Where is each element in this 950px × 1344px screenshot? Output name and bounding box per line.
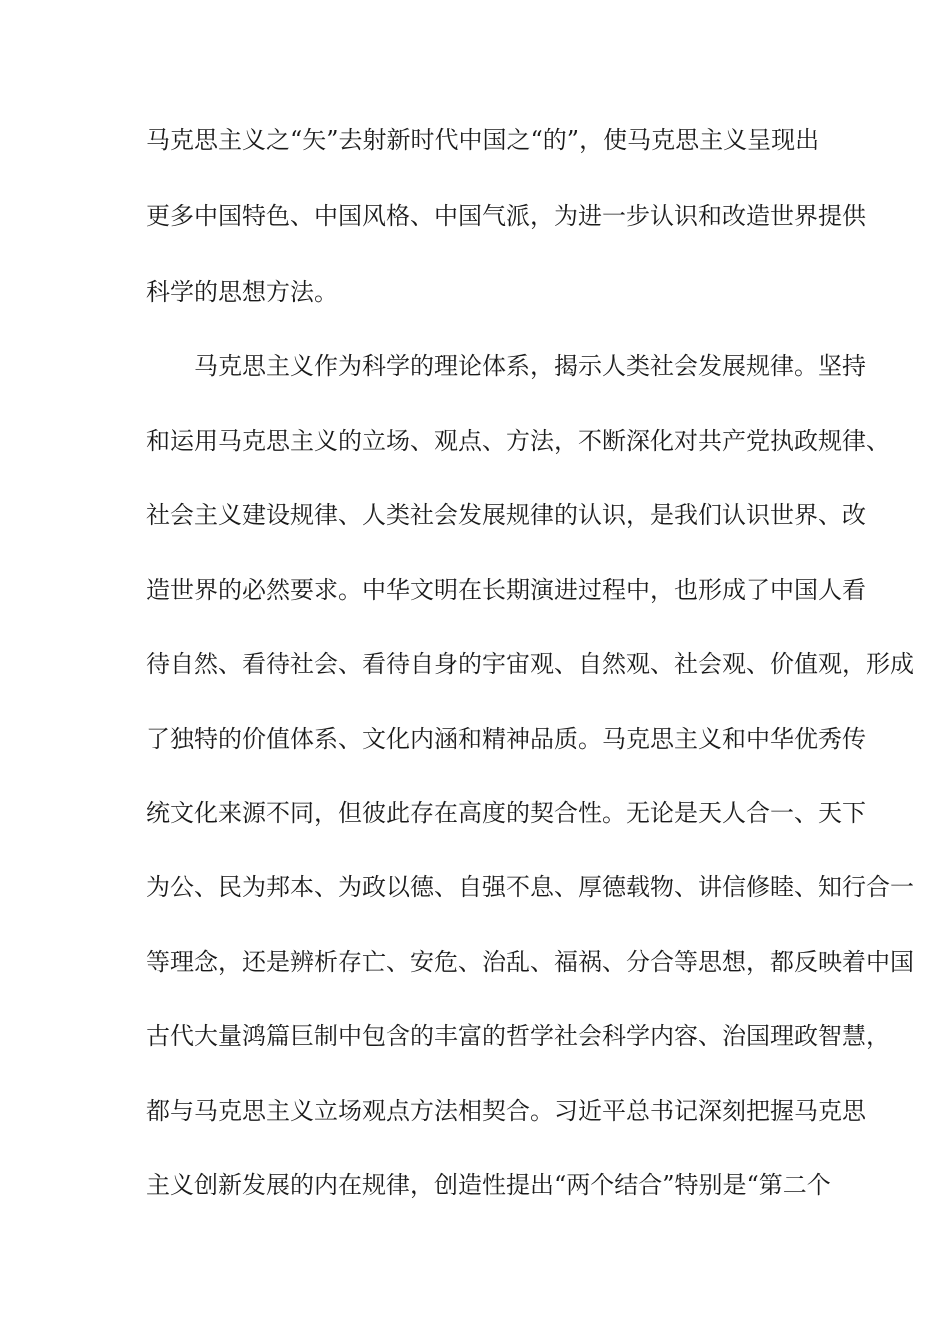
text-line: 更多中国特色、中国风格、中国气派，为进一步认识和改造世界提供 xyxy=(146,202,866,230)
text-line: 古代大量鸿篇巨制中包含的丰富的哲学社会科学内容、治国理政智慧， xyxy=(146,1022,890,1050)
text-line: 为公、民为邦本、为政以德、自强不息、厚德载物、讲信修睦、知行合一 xyxy=(146,873,914,901)
paragraph-first-line: 马克思主义作为科学的理论体系，揭示人类社会发展规律。坚持 xyxy=(194,352,866,380)
text-line: 马克思主义之“矢”去射新时代中国之“的”，使马克思主义呈现出 xyxy=(146,126,820,154)
text-line: 社会主义建设规律、人类社会发展规律的认识，是我们认识世界、改 xyxy=(146,501,866,529)
text-line: 统文化来源不同，但彼此存在高度的契合性。无论是天人合一、天下 xyxy=(146,799,866,827)
text-line: 造世界的必然要求。中华文明在长期演进过程中，也形成了中国人看 xyxy=(146,576,866,604)
text-line: 了独特的价值体系、文化内涵和精神品质。马克思主义和中华优秀传 xyxy=(146,725,866,753)
text-line: 等理念，还是辨析存亡、安危、治乱、福祸、分合等思想，都反映着中国 xyxy=(146,948,914,976)
text-line: 和运用马克思主义的立场、观点、方法，不断深化对共产党执政规律、 xyxy=(146,427,890,455)
text-line: 科学的思想方法。 xyxy=(146,278,338,306)
text-line: 待自然、看待社会、看待自身的宇宙观、自然观、社会观、价值观，形成 xyxy=(146,650,914,678)
text-line: 都与马克思主义立场观点方法相契合。习近平总书记深刻把握马克思 xyxy=(146,1097,866,1125)
text-line: 主义创新发展的内在规律，创造性提出“两个结合”特别是“第二个 xyxy=(146,1171,831,1199)
